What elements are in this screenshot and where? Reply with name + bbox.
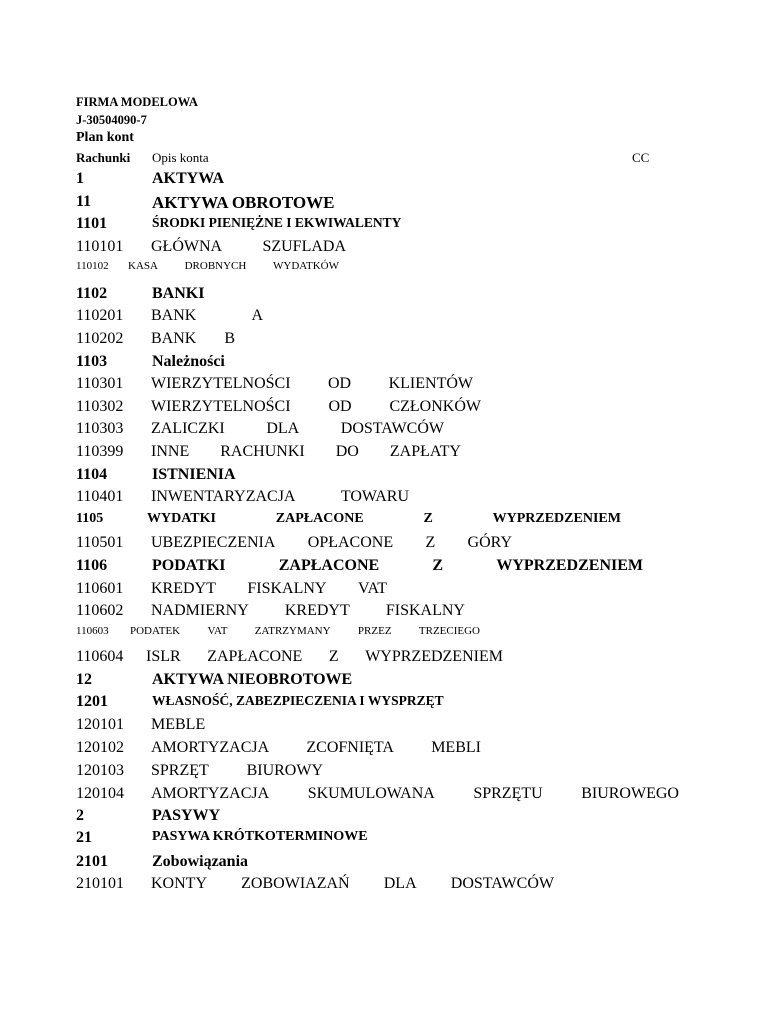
account-code: 110501 <box>76 534 124 551</box>
account-description <box>151 716 205 734</box>
account-code: 110303 <box>76 420 124 437</box>
account-description <box>151 330 235 348</box>
account-description <box>151 238 346 256</box>
account-description <box>130 625 480 637</box>
description-word: ZCOFNIĘTA <box>306 739 394 756</box>
account-code: 11 <box>76 193 92 210</box>
account-code: 21 <box>76 829 92 846</box>
description-word: A <box>251 307 263 324</box>
account-code: 120103 <box>76 762 124 779</box>
description-word: INWENTARYZACJA <box>151 488 296 505</box>
account-description <box>151 875 554 893</box>
column-header-cc: CC <box>632 150 650 165</box>
account-code: 110201 <box>76 307 124 324</box>
account-code: 1106 <box>76 557 108 574</box>
description-word: FISKALNY <box>385 602 465 619</box>
description-word: PODATEK <box>130 625 181 637</box>
account-code: 120104 <box>76 785 124 802</box>
description-word: PASYWY <box>152 807 221 824</box>
description-word: ISLR <box>146 648 181 665</box>
account-description <box>152 193 334 213</box>
description-word: TOWARU <box>340 488 409 505</box>
description-word: ZAPŁACONE <box>207 648 303 665</box>
description-word: VAT <box>357 580 387 597</box>
description-word: DO <box>335 443 359 460</box>
description-word: SPRZĘT <box>151 762 209 779</box>
account-code: 120102 <box>76 739 124 756</box>
description-word: KREDYT <box>284 602 350 619</box>
account-code: 110202 <box>76 330 124 347</box>
description-word: WYPRZEDZENIEM <box>365 648 503 665</box>
description-word: BIUROWY <box>246 762 323 779</box>
account-description <box>151 762 323 780</box>
description-word: SKUMULOWANA <box>307 785 435 802</box>
account-code: 110602 <box>76 602 124 619</box>
description-word: CZŁONKÓW <box>389 398 481 415</box>
account-description <box>151 602 465 620</box>
description-word: ZAPŁACONE <box>275 511 364 526</box>
account-description <box>152 807 220 825</box>
description-word: KONTY <box>151 875 207 892</box>
description-word: GŁÓWNA <box>151 238 223 255</box>
description-word: Z <box>425 534 436 551</box>
company-name: FIRMA MODELOWA <box>76 95 198 109</box>
description-word: WIERZYTELNOŚCI <box>151 375 291 392</box>
description-word: KASA <box>128 260 158 272</box>
description-word: MEBLI <box>431 739 481 756</box>
account-code: 2101 <box>76 853 108 870</box>
description-word: BANK <box>151 330 197 347</box>
description-word: Z <box>423 511 433 526</box>
account-code: 110101 <box>76 238 124 255</box>
description-word: KREDYT <box>151 580 216 597</box>
account-code: 110302 <box>76 398 124 415</box>
account-description <box>151 488 409 506</box>
account-code: 2 <box>76 807 84 824</box>
description-word: ISTNIENIA <box>152 466 236 483</box>
description-word: UBEZPIECZENIA <box>151 534 276 551</box>
account-description <box>147 511 621 527</box>
description-word: B <box>224 330 235 347</box>
account-code: 1103 <box>76 353 108 370</box>
description-word: DOSTAWCÓW <box>450 875 554 892</box>
account-code: 110301 <box>76 375 124 392</box>
description-word: Z <box>432 557 444 574</box>
description-word: Zobowiązania <box>152 853 249 870</box>
description-word: AKTYWA OBROTOWE <box>152 193 335 212</box>
account-description <box>151 443 461 461</box>
description-word: BIUROWEGO <box>581 785 679 802</box>
description-word: Należności <box>152 353 225 370</box>
account-description <box>146 648 503 666</box>
description-word: DLA <box>383 875 417 892</box>
description-word: ZALICZKI <box>151 420 225 437</box>
description-word: ZOBOWIAZAŃ <box>241 875 350 892</box>
description-word: AMORTYZACJA <box>151 785 270 802</box>
account-description <box>151 307 263 325</box>
description-word: MEBLE <box>151 716 206 733</box>
account-code: 110604 <box>76 648 124 665</box>
account-description <box>151 580 387 598</box>
description-word: DROBNYCH <box>184 260 247 272</box>
account-description <box>128 260 339 272</box>
account-code: 110603 <box>76 625 109 637</box>
account-description <box>152 466 236 484</box>
account-code: 110399 <box>76 443 124 460</box>
account-description <box>152 693 444 709</box>
account-description <box>152 557 643 575</box>
description-word: DLA <box>266 420 300 437</box>
description-word: ŚRODKI PIENIĘŻNE I EKWIWALENTY <box>152 215 402 230</box>
description-word: ZATRZYMANY <box>254 625 331 637</box>
description-word: WYDATKÓW <box>273 260 339 272</box>
description-word: ZAPŁACONE <box>278 557 380 574</box>
description-word: OD <box>328 375 352 392</box>
account-description <box>152 853 248 871</box>
description-word: SPRZĘTU <box>473 785 543 802</box>
account-description <box>152 170 224 188</box>
description-word: VAT <box>207 625 228 637</box>
account-description <box>151 785 679 803</box>
description-word: GÓRY <box>467 534 512 551</box>
document-title: Plan kont <box>76 130 134 145</box>
description-word: AKTYWA <box>152 170 225 187</box>
account-code: 110601 <box>76 580 124 597</box>
account-description <box>152 353 225 371</box>
description-word: AMORTYZACJA <box>151 739 270 756</box>
description-word: NADMIERNY <box>151 602 249 619</box>
account-code: 1201 <box>76 693 108 710</box>
description-word: SZUFLADA <box>262 238 346 255</box>
description-word: INNE <box>151 443 190 460</box>
description-word: AKTYWA NIEOBROTOWE <box>152 671 353 688</box>
description-word: DOSTAWCÓW <box>340 420 444 437</box>
description-word: TRZECIEGO <box>418 625 480 637</box>
description-word: WŁASNOŚĆ, ZABEZPIECZENIA I WYSPRZĘT <box>152 693 444 708</box>
account-description <box>152 829 368 845</box>
description-word: BANKI <box>152 285 205 302</box>
account-code: 1105 <box>76 511 104 526</box>
description-word: OPŁACONE <box>307 534 394 551</box>
account-code: 1 <box>76 170 84 187</box>
account-code: 110401 <box>76 488 124 505</box>
description-word: WYPRZEDZENIEM <box>496 557 643 574</box>
account-code: 210101 <box>76 875 124 892</box>
tax-id: J-30504090-7 <box>76 113 147 127</box>
description-word: Z <box>328 648 339 665</box>
account-description <box>151 375 473 393</box>
description-word: BANK <box>151 307 197 324</box>
column-header-description: Opis konta <box>152 150 209 165</box>
column-header-row <box>0 150 768 166</box>
description-word: OD <box>328 398 352 415</box>
account-code: 110102 <box>76 260 109 272</box>
account-description <box>151 398 481 416</box>
description-word: ZAPŁATY <box>389 443 461 460</box>
description-word: KLIENTÓW <box>388 375 473 392</box>
account-code: 1104 <box>76 466 108 483</box>
account-code: 1101 <box>76 215 108 232</box>
account-code: 1102 <box>76 285 108 302</box>
description-word: PRZEZ <box>357 625 392 637</box>
account-description <box>152 285 204 303</box>
account-description <box>151 534 512 552</box>
description-word: FISKALNY <box>247 580 327 597</box>
description-word: PODATKI <box>152 557 226 574</box>
account-description <box>151 739 481 757</box>
description-word: WYPRZEDZENIEM <box>492 511 621 526</box>
account-description <box>152 215 401 231</box>
description-word: PASYWA KRÓTKOTERMINOWE <box>152 829 368 844</box>
description-word: WYDATKI <box>147 511 216 526</box>
account-code: 12 <box>76 671 92 688</box>
account-code: 120101 <box>76 716 124 733</box>
column-header-account: Rachunki <box>76 150 131 165</box>
account-description <box>152 671 352 689</box>
account-description <box>151 420 444 438</box>
description-word: WIERZYTELNOŚCI <box>151 398 291 415</box>
description-word: RACHUNKI <box>220 443 305 460</box>
